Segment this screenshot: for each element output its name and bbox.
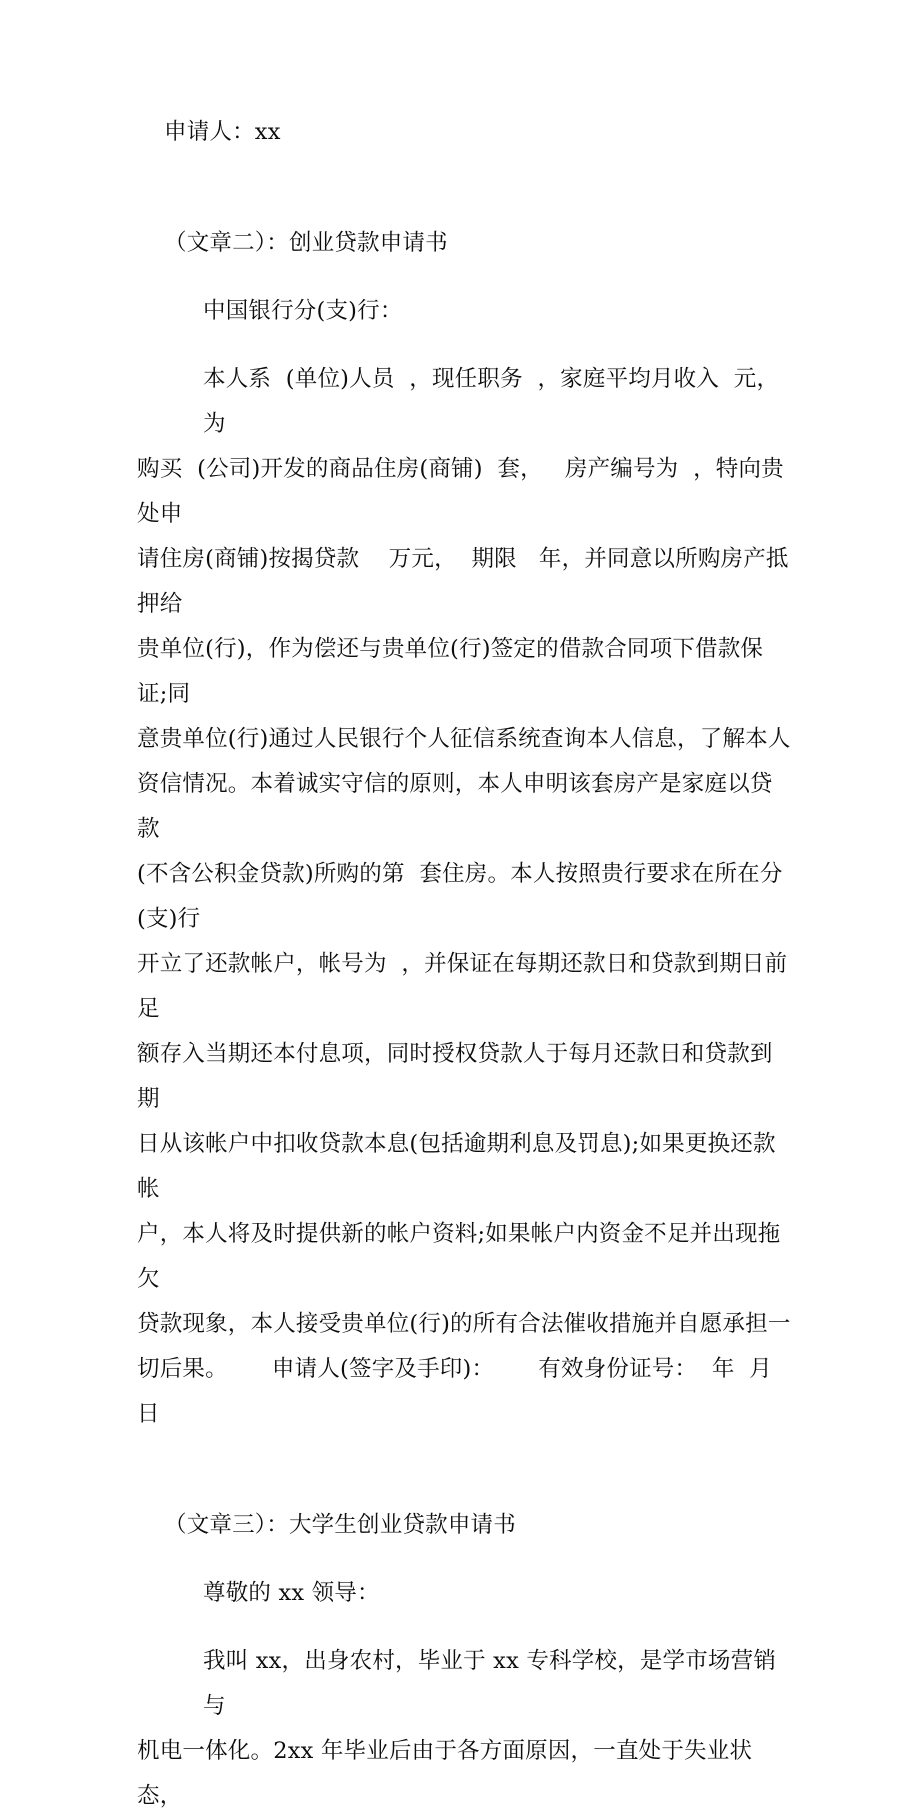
article-two-line: 开立了还款帐户，帐号为 ，并保证在每期还款日和贷款到期日前足 [137, 951, 788, 1022]
article-two-line: 本人系 (单位)人员 ，现任职务 ，家庭平均月收入 元，为 [203, 366, 780, 437]
spacer-before-article-three-body [137, 1616, 792, 1639]
article-two-line: 购买 (公司)开发的商品住房(商铺) 套， 房产编号为 ，特向贵处申 [137, 456, 784, 527]
article-two-salutation: 中国银行分(支)行： [203, 298, 403, 324]
article-two-signature-line: 切后果。 申请人(签字及手印)： 有效身份证号： 年 月 日 [137, 1356, 787, 1427]
article-two-line: 请住房(商铺)按揭贷款 万元， 期限 年，并同意以所购房产抵押给 [137, 546, 789, 617]
spacer-before-article-two-salutation [137, 266, 792, 289]
article-two-line: 贷款现象，本人接受贵单位(行)的所有合法催收措施并自愿承担一 [137, 1311, 791, 1337]
article-three-salutation: 尊敬的 xx 领导： [203, 1580, 380, 1606]
article-two-heading: （文章二）：创业贷款申请书 [164, 230, 448, 256]
article-two-line: 资信情况。本着诚实守信的原则，本人申明该套房产是家庭以贷款 [137, 771, 773, 842]
document-body [137, 0, 792, 1819]
article-two-line: 意贵单位(行)通过人民银行个人征信系统查询本人信息，了解本人 [137, 726, 791, 752]
article-three-line: 我叫 xx，出身农村，毕业于 xx 专科学校，是学市场营销与 [203, 1648, 777, 1719]
top-spacer [137, 0, 792, 110]
article-three-heading: （文章三）：大学生创业贷款申请书 [164, 1512, 516, 1538]
article-one-signature: 申请人：xx [164, 119, 281, 145]
spacer-after-article-two [137, 1437, 792, 1503]
spacer-before-article-three-salutation [137, 1548, 792, 1571]
article-two-line: 贵单位(行)，作为偿还与贵单位(行)签定的借款合同项下借款保证;同 [137, 636, 764, 707]
article-three-line: 机电一体化。2xx 年毕业后由于各方面原因，一直处于失业状态， [137, 1738, 753, 1809]
spacer-after-article-one [137, 155, 792, 221]
article-two-line: 日从该帐户中扣收贷款本息(包括逾期利息及罚息);如果更换还款帐 [137, 1131, 776, 1202]
spacer-before-article-two-body [137, 334, 792, 357]
article-two-line: 额存入当期还本付息项，同时授权贷款人于每月还款日和贷款到期 [137, 1041, 773, 1112]
article-two-line: (不含公积金贷款)所购的第 套住房。本人按照贵行要求在所在分(支)行 [137, 861, 783, 932]
article-two-line: 户，本人将及时提供新的帐户资料;如果帐户内资金不足并出现拖欠 [137, 1221, 781, 1292]
